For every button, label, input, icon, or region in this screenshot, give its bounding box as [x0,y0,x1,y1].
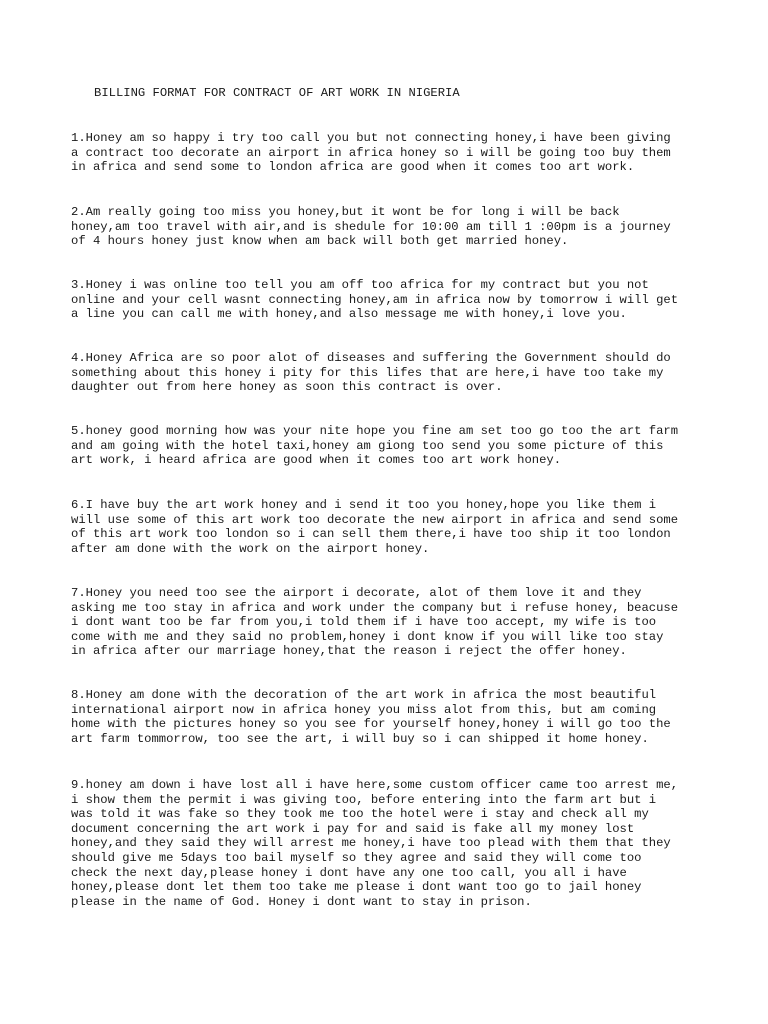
paragraph-2: 2.Am really going too miss you honey,but it wont be for long i will be back honey,am too travel with air,and is shedule for 10:00 am till 1 :00pm is a journey of 4 hours honey just know when am back will both get married honey. [71,205,671,249]
paragraph-6: 6.I have buy the art work honey and i send it too you honey,hope you like them i will use some of this art work too decorate the new airport in africa and send some of this art work too london so i can sell them there,i have too ship it too london after am done with the work on the airport honey. [71,498,679,556]
paragraph-4: 4.Honey Africa are so poor alot of diseases and suffering the Government should do something about this honey i pity for this lifes that are here,i have too take my daughter out from here honey as soon this contract is over. [71,351,671,395]
paragraph-1: 1.Honey am so happy i try too call you but not connecting honey,i have been giving a contract too decorate an airport in africa honey so i will be going too buy them in africa and send some to london africa are good when it comes too art work. [71,131,671,175]
paragraph-8: 8.Honey am done with the decoration of the art work in africa the most beautiful international airport now in africa honey you miss alot from this, but am coming home with the pictures honey so you see for yourself honey,honey i will go too the art farm tommorrow, too see the art, i will buy so i can shipped it home honey. [71,688,671,746]
paragraph-3: 3.Honey i was online too tell you am off too africa for my contract but you not online and your cell wasnt connecting honey,am in africa now by tomorrow i will get a line you can call me with honey,and also message me with honey,i love you. [71,278,679,322]
paragraph-9: 9.honey am down i have lost all i have here,some custom officer came too arrest me, i show them the permit i was giving too, before entering into the farm art but i was told it was fake so they took me too the hotel were i stay and check all my document concerning the art work i pay for and said is fake all my money lost honey,and they said they will arrest me honey,i have too plead with them that they should give me 5days too bail myself so they agree and said they will come too check the next day,please honey i dont have any one too call, you all i have honey,please dont let them too take me please i dont want too go to jail honey please in the name of God. Honey i dont want to stay in prison. [71,778,679,909]
paragraph-5: 5.honey good morning how was your nite hope you fine am set too go too the art farm and am going with the hotel taxi,honey am giong too send you some picture of this art work, i heard africa are good when it comes too art work honey. [71,424,679,468]
document-title: BILLING FORMAT FOR CONTRACT OF ART WORK IN NIGERIA [94,86,460,100]
paragraph-7: 7.Honey you need too see the airport i decorate, alot of them love it and they asking me too stay in africa and work under the company but i refuse honey, beacuse i dont want too be far from you,i told them if i have too accept, my wife is too come with me and they said no problem,honey i dont know if you will like too stay in africa after our marriage honey,that the reason i reject the offer honey. [71,586,679,659]
